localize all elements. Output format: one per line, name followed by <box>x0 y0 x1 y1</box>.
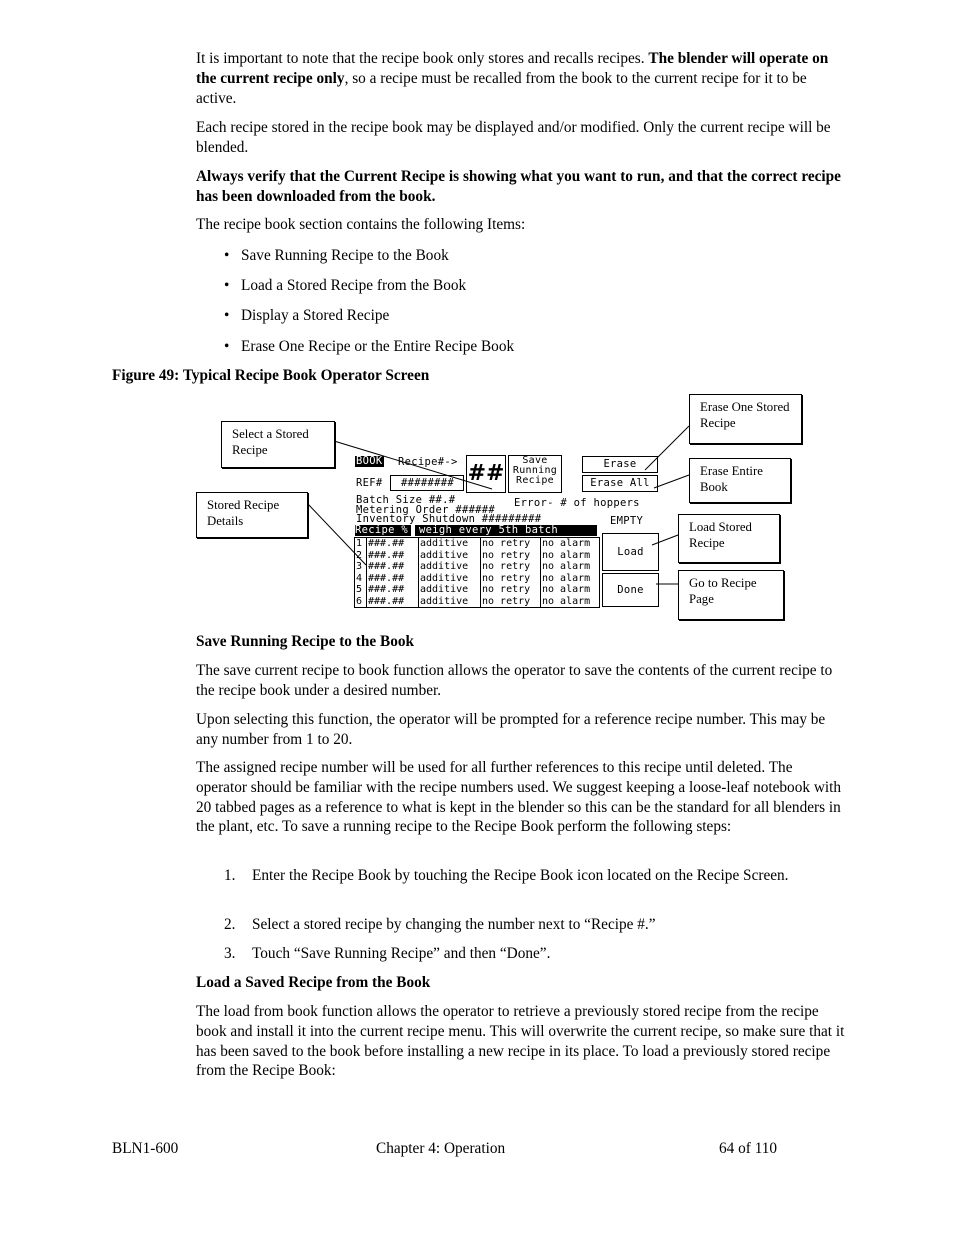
recipe-details-table <box>354 537 600 608</box>
callout-erase-entire: Erase Entire Book <box>689 458 791 503</box>
footer-doc-id: BLN1-600 <box>112 1140 179 1157</box>
done-button[interactable]: Done <box>602 573 659 607</box>
numbered-step: 2. Select a stored recipe by changing the number next to “Recipe #.” <box>224 916 656 933</box>
batch-size: Batch Size ##.# <box>356 494 456 506</box>
callout-go-to-recipe: Go to Recipe Page <box>678 570 784 620</box>
recipe-number-selector[interactable]: ## <box>466 455 506 493</box>
ref-label: REF# <box>356 477 383 489</box>
book-tab[interactable]: BOOK <box>356 455 383 467</box>
load-button[interactable]: Load <box>602 533 659 571</box>
table-row[interactable]: 5 ###.## additive no retry no alarm <box>355 584 391 596</box>
callout-erase-one: Erase One Stored Recipe <box>689 394 802 444</box>
callout-select-stored-recipe: Select a Stored Recipe <box>221 421 335 468</box>
metering-order: Metering Order ###### <box>356 504 496 516</box>
bullet-item: • Erase One Recipe or the Entire Recipe Book <box>224 338 515 355</box>
table-row[interactable]: 4 ###.## additive no retry no alarm <box>355 573 391 585</box>
table-row[interactable]: 6 ###.## additive no retry no alarm <box>355 596 391 608</box>
recipe-book-screen <box>352 453 660 609</box>
bullet-item: • Load a Stored Recipe from the Book <box>224 277 467 294</box>
footer-page-number: 64 of 110 <box>719 1140 778 1157</box>
inventory-shutdown: Inventory Shutdown ######### <box>356 513 542 525</box>
table-row[interactable]: 1 ###.## additive no retry no alarm <box>355 538 391 550</box>
callout-load-stored: Load Stored Recipe <box>678 514 780 563</box>
save-paragraph-2: Upon selecting this function, the operator will be prompted for a reference recipe number. This may be any number from 1 to 20. <box>196 711 826 748</box>
bullet-item: • Display a Stored Recipe <box>224 307 390 324</box>
numbered-step: 3. Touch “Save Running Recipe” and then “Done”. <box>224 945 551 962</box>
save-section-heading: Save Running Recipe to the Book <box>196 633 415 650</box>
load-paragraph-1: The load from book function allows the operator to retrieve a previously stored recipe from the recipe book and install it into the current recipe menu. This will overwrite the current recipe, so make sure that it has been saved to the book before installing a new recipe in its place. To load a previously stored recipe from the Recipe Book: <box>196 1003 845 1080</box>
save-running-recipe-button[interactable]: Save Running Recipe <box>508 455 562 493</box>
save-paragraph-1: The save current recipe to book function allows the operator to save the contents of the current recipe to the recipe book under a desired number. <box>196 662 833 699</box>
weigh-frequency-header[interactable]: weigh every 5th batch <box>415 525 597 536</box>
footer-chapter: Chapter 4: Operation <box>376 1140 506 1157</box>
recipe-number-label: Recipe#-> <box>398 456 458 468</box>
erase-button[interactable]: Erase <box>582 456 658 473</box>
erase-all-button[interactable]: Erase All <box>582 475 658 492</box>
callout-stored-recipe-details: Stored Recipe Details <box>196 492 308 538</box>
intro-warning: Always verify that the Current Recipe is showing what you want to run, and that the correct recipe has been downloaded from the book. <box>196 168 841 205</box>
empty-status: EMPTY <box>610 515 644 527</box>
load-section-heading: Load a Saved Recipe from the Book <box>196 974 431 991</box>
bullet-item: • Save Running Recipe to the Book <box>224 247 449 264</box>
recipe-percent-header: Recipe % <box>355 525 411 536</box>
table-row[interactable]: 2 ###.## additive no retry no alarm <box>355 550 391 562</box>
ref-field[interactable]: ######## <box>390 475 464 491</box>
error-message: Error- # of hoppers <box>514 497 640 509</box>
intro-paragraph-1: It is important to note that the recipe book only stores and recalls recipes. The blender will operate on the current recipe only, so a recipe must be recalled from the book to the current recipe for it to be active. <box>196 50 829 107</box>
intro-paragraph-2: Each recipe stored in the recipe book may be displayed and/or modified. Only the current recipe will be blended. <box>196 119 831 156</box>
numbered-step: 1. Enter the Recipe Book by touching the Recipe Book icon located on the Recipe Screen. <box>224 867 789 884</box>
intro-paragraph-4: The recipe book section contains the following Items: <box>196 216 526 233</box>
table-row[interactable]: 3 ###.## additive no retry no alarm <box>355 561 391 573</box>
save-paragraph-3: The assigned recipe number will be used for all further references to this recipe until deleted. The operator should be familiar with the recipe numbers used. We suggest keeping a loose-leaf notebook with 20 tabbed pages as a reference to what is kept in the blender so this can be the standard for all blenders in the plant, etc. To save a running recipe to the Recipe Book perform the following steps: <box>196 759 842 836</box>
figure-caption: Figure 49: Typical Recipe Book Operator Screen <box>112 367 430 384</box>
